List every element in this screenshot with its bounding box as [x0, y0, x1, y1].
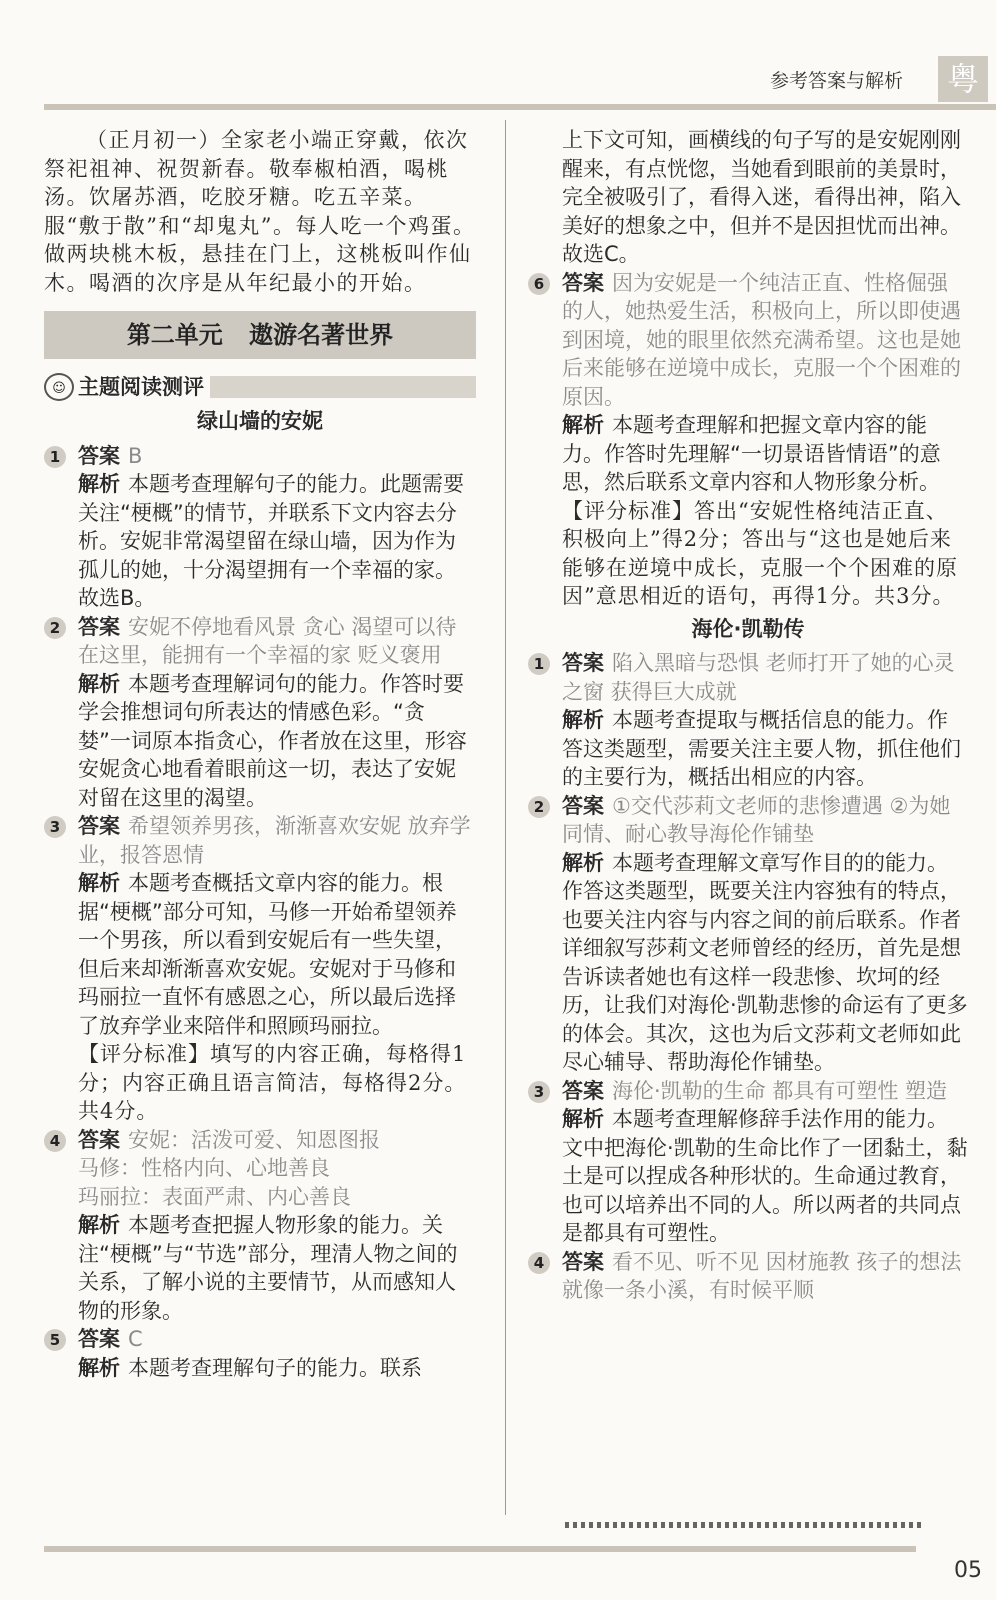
article-title-anne: 绿山墙的安妮: [197, 409, 323, 433]
answer-text: 马修：性格内向、心地善良: [78, 1156, 330, 1180]
analysis-text: 本题考查理解文章写作目的的能力。作答这类题型，既要关注内容独有的特点，也要关注内容与内容之间的前后联系。作者详细叙写莎莉文老师曾经的经历，首先是想告诉读者她也有这样一段悲惨、坎坷的经历，让我们对海伦·凯勒悲惨的命运有了更多的体会。其次，这也为后文莎莉文老师如此尽心辅导、帮助海伦作铺垫。: [562, 850, 968, 1074]
answer-text: 玛丽拉：表面严肃、内心善良: [78, 1184, 351, 1209]
footer-rule: [44, 1546, 916, 1552]
analysis-text: 本题考查理解句子的能力。此题需要关注“梗概”的情节，并联系下文内容去分析。安妮非常渴望留在绿山墙，因为作为孤儿的她，十分渴望拥有一个幸福的家。故选B。: [78, 472, 464, 610]
answer-label: 答案: [78, 814, 120, 838]
continued-analysis: 上下文可知，画横线的句子写的是安妮刚刚醒来，有点恍惚，当她看到眼前的美景时，完全被吸引了，看得入迷，看得出神，陷入美好的想象之中，但并不是因担忧而出神。故选C。: [562, 128, 961, 266]
question-4: [44, 1126, 476, 1326]
question-3: [44, 812, 476, 1126]
helen-question-4: [528, 1248, 968, 1305]
analysis-label: 解析: [562, 1107, 604, 1131]
intro-paragraph: （正月初一）全家老小端正穿戴，依次祭祀祖神、祝贺新春。敬奉椒柏酒，喝桃汤。饮屠苏酒，吃胶牙糖。吃五辛菜。服“敷于散”和“却鬼丸”。每人吃一个鸡蛋。做两块桃木板，悬挂在门上，这桃板叫作仙木。喝酒的次序是从年纪最小的开始。: [44, 128, 476, 295]
question-5: [44, 1325, 476, 1382]
answer-text: 安妮：活泼可爱、知恩图报: [128, 1127, 380, 1152]
left-column: [44, 126, 476, 1382]
article-title-helen: 海伦·凯勒传: [691, 616, 805, 641]
continued-wavy-rule: [565, 1522, 925, 1528]
answer-text: C: [128, 1327, 143, 1351]
helen-question-3: [528, 1077, 968, 1248]
analysis-label: 解析: [562, 413, 604, 437]
analysis-label: 解析: [562, 850, 604, 875]
question-6: [528, 269, 968, 611]
question-number: 1: [44, 446, 66, 468]
scoring-criteria: 【评分标准】答出“安妮性格纯洁正直、积极向上”得2分；答出与“这也是她后来能够在逆境中成长，克服一个个困难的原因”意思相近的语句，再得1分。共3分。: [562, 498, 958, 608]
question-number: 4: [44, 1130, 66, 1152]
answer-label: 答案: [78, 443, 120, 468]
unit-banner: 第二单元 遨游名著世界: [44, 311, 476, 359]
question-number: 4: [528, 1252, 550, 1274]
question-number: 6: [528, 273, 550, 295]
analysis-text: 本题考查理解词句的能力。作答时要学会推想词句所表达的情感色彩。“贪婪”一词原本指贪心，作者放在这里，形容安妮贪心地看着眼前这一切，表达了安妮对留在这里的渴望。: [78, 671, 467, 810]
analysis-label: 解析: [78, 871, 120, 895]
answer-text: 海伦·凯勒的生命 都具有可塑性 塑造: [612, 1078, 948, 1103]
analysis-text: 本题考查理解句子的能力。联系: [128, 1355, 422, 1380]
question-2: [44, 613, 476, 813]
page-header: [0, 0, 996, 112]
answer-text: 希望领养男孩，渐渐喜欢安妮 放弃学业，报答恩情: [78, 814, 471, 867]
question-number: 3: [528, 1081, 550, 1103]
question-number: 1: [528, 653, 550, 675]
analysis-text: 本题考查理解和把握文章内容的能力。作答时先理解“一切景语皆情语”的意思，然后联系文章内容和人物形象分析。: [562, 413, 941, 494]
question-number: 3: [44, 816, 66, 838]
answer-text: 陷入黑暗与恐惧 老师打开了她的心灵之窗 获得巨大成就: [562, 651, 955, 704]
analysis-text: 本题考查把握人物形象的能力。关注“梗概”与“节选”部分，理清人物之间的关系，了解小说的主要情节，从而感知人物的形象。: [78, 1213, 458, 1323]
question-number: 2: [528, 796, 550, 818]
question-number: 2: [44, 617, 66, 639]
answer-label: 答案: [562, 1249, 604, 1274]
analysis-label: 解析: [78, 1213, 120, 1237]
region-badge: 粤: [938, 56, 988, 102]
answer-label: 答案: [562, 1078, 604, 1103]
answer-label: 答案: [78, 1327, 120, 1351]
analysis-label: 解析: [562, 708, 604, 732]
right-column: [528, 126, 968, 1305]
analysis-label: 解析: [78, 1355, 120, 1380]
section-label: 主题阅读测评: [78, 374, 204, 399]
answer-label: 答案: [78, 1127, 120, 1152]
question-number: 5: [44, 1329, 66, 1351]
section-bar: [210, 376, 476, 398]
answer-label: 答案: [562, 270, 604, 295]
answer-text: ①交代莎莉文老师的悲惨遭遇 ②为她同情、耐心教导海伦作铺垫: [562, 793, 951, 846]
column-divider: [505, 120, 506, 1515]
analysis-text: 本题考查提取与概括信息的能力。作答这类题型，需要关注主要人物，抓住他们的主要行为，概括出相应的内容。: [562, 708, 961, 789]
answer-text: 看不见、听不见 因材施教 孩子的想法就像一条小溪，有时候平顺: [562, 1249, 962, 1302]
analysis-label: 解析: [78, 472, 120, 496]
section-heading: [44, 371, 476, 403]
helen-question-1: [528, 649, 968, 792]
analysis-text: 本题考查理解修辞手法作用的能力。文中把海伦·凯勒的生命比作了一团黏土，黏土是可以捏成各种形状的。生命通过教育，也可以培养出不同的人。所以两者的共同点是都具有可塑性。: [562, 1107, 968, 1245]
answer-text: 因为安妮是一个纯洁正直、性格倔强的人，她热爱生活，积极向上，所以即使遇到困境，她的眼里依然充满希望。这也是她后来能够在逆境中成长，克服一个个困难的原因。: [562, 270, 961, 409]
header-rule: [44, 104, 996, 110]
header-title: 参考答案与解析: [770, 70, 904, 92]
answer-text: 安妮不停地看风景 贪心 渴望可以待在这里，能拥有一个幸福的家 贬义褒用: [78, 614, 457, 667]
reader-face-icon: ☺: [44, 373, 74, 401]
answer-label: 答案: [562, 651, 604, 675]
analysis-text: 本题考查概括文章内容的能力。根据“梗概”部分可知，马修一开始希望领养一个男孩，所以看到安妮后有一些失望，但后来却渐渐喜欢安妮。安妮对于马修和玛丽拉一直怀有感恩之心，所以最后选择了放弃学业来陪伴和照顾玛丽拉。: [78, 871, 457, 1038]
analysis-label: 解析: [78, 671, 120, 696]
answer-label: 答案: [562, 793, 604, 818]
answer-label: 答案: [78, 614, 120, 639]
page-number: 05: [954, 1558, 982, 1583]
answer-text: B: [128, 443, 143, 468]
scoring-criteria: 【评分标准】填写的内容正确，每格得1分；内容正确且语言简洁，每格得2分。共4分。: [78, 1042, 467, 1123]
question-1: [44, 442, 476, 613]
helen-question-2: [528, 792, 968, 1077]
